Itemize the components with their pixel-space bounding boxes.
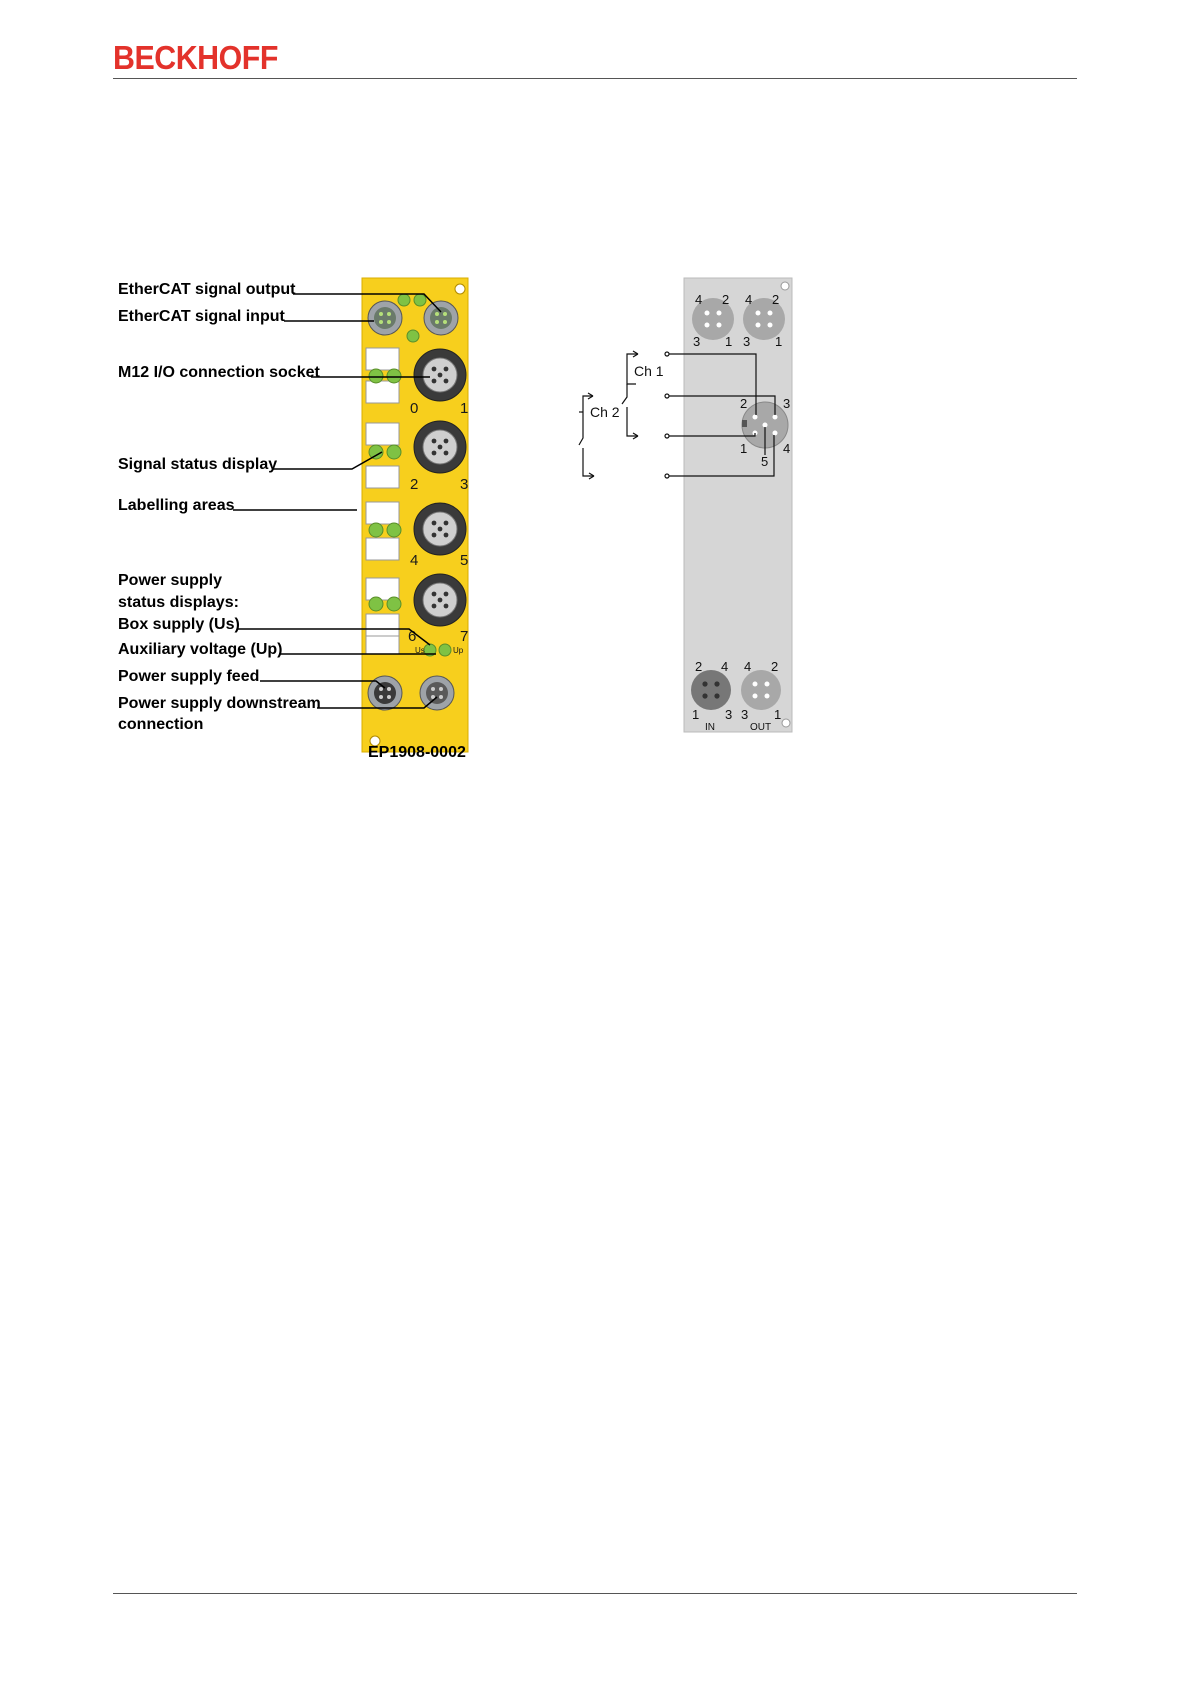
pin-number: 1 (740, 441, 748, 456)
status-led (369, 369, 383, 383)
channel-label-ch1: Ch 1 (634, 363, 664, 379)
pin-number: 3 (725, 707, 733, 722)
channel-number: 4 (410, 552, 419, 569)
pin-number: 4 (695, 292, 703, 307)
pin-number: 2 (771, 659, 779, 674)
footer-divider (113, 1593, 1077, 1594)
labelling-area (366, 466, 399, 488)
callout-signal-status: Signal status display (118, 456, 278, 473)
aux-voltage-led (439, 644, 451, 656)
brand-logo: BECKHOFF (113, 39, 278, 76)
pin-number: 3 (743, 334, 751, 349)
callout-m12-socket: M12 I/O connection socket (118, 364, 320, 381)
ethercat-input-connector (368, 301, 402, 335)
callout-aux-voltage: Auxiliary voltage (Up) (118, 641, 283, 658)
pin-number: 2 (695, 659, 703, 674)
pin-number: 4 (721, 659, 729, 674)
pin-number: 5 (761, 454, 769, 469)
pin-number: 1 (774, 707, 782, 722)
module-caption: EP1908-0002 (368, 744, 466, 761)
status-led (387, 597, 401, 611)
channel-number: 2 (410, 476, 419, 493)
status-led (369, 597, 383, 611)
power-in-connector (691, 670, 731, 710)
pin-number: 3 (783, 396, 791, 411)
status-led (387, 523, 401, 537)
pin-number: 3 (693, 334, 701, 349)
callout-power-downstream: Power supply downstream (118, 695, 321, 712)
power-out-connector (741, 670, 781, 710)
ethercat-led (407, 330, 419, 342)
ethercat-led (398, 294, 410, 306)
channel-number: 6 (408, 628, 417, 645)
callout-power-feed: Power supply feed (118, 668, 260, 685)
pin-number: 4 (783, 441, 791, 456)
callout-labelling-areas: Labelling areas (118, 497, 235, 514)
up-led-label: Up (453, 646, 464, 655)
channel-number: 1 (460, 400, 469, 417)
pin-number: 3 (741, 707, 749, 722)
labelling-area (366, 538, 399, 560)
callout-status-displays: status displays: (118, 594, 239, 611)
labelling-area (366, 636, 399, 654)
callout-power-supply: Power supply (118, 572, 223, 589)
labelling-area (366, 502, 399, 524)
pin-number: 4 (744, 659, 752, 674)
power-out-label: OUT (750, 722, 772, 733)
channel-number: 7 (460, 628, 469, 645)
pin-number: 2 (772, 292, 780, 307)
callout-ethercat-output: EtherCAT signal output (118, 281, 296, 298)
pin-number: 1 (725, 334, 733, 349)
pin-number: 1 (775, 334, 783, 349)
ethercat-led (414, 294, 426, 306)
labelling-area (366, 423, 399, 445)
labelling-area (366, 381, 399, 403)
status-led (369, 523, 383, 537)
channel-label-ch2: Ch 2 (590, 404, 620, 420)
callout-connection: connection (118, 716, 204, 733)
channel-number: 0 (410, 400, 419, 417)
status-led (387, 369, 401, 383)
ethercat-output-connector (424, 301, 458, 335)
status-led (387, 445, 401, 459)
channel-number: 3 (460, 476, 469, 493)
power-in-label: IN (705, 722, 715, 733)
pin-number: 4 (745, 292, 753, 307)
labelling-area (366, 614, 399, 636)
yellow-module (362, 278, 468, 752)
labelling-area (366, 348, 399, 370)
pin-number: 2 (740, 396, 748, 411)
callout-box-supply: Box supply (Us) (118, 616, 240, 633)
channel-number: 5 (460, 552, 469, 569)
power-downstream-connector (420, 676, 454, 710)
us-led-label: Us (415, 646, 425, 655)
pin-number: 2 (722, 292, 730, 307)
pin-number: 1 (692, 707, 700, 722)
callout-ethercat-input: EtherCAT signal input (118, 308, 285, 325)
